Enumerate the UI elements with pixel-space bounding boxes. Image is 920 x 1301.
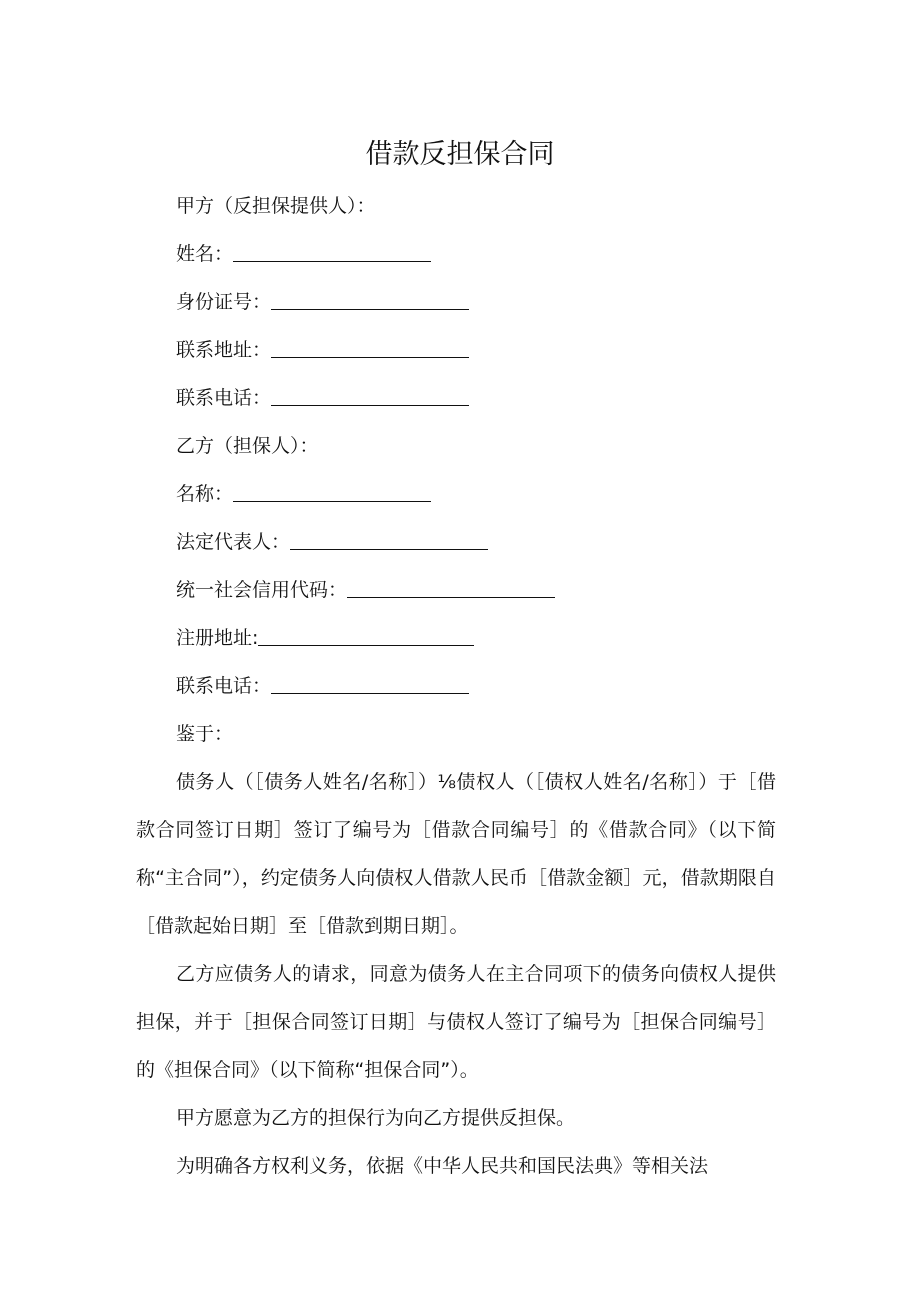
- party-a-heading: 甲方（反担保提供人）：: [176, 195, 376, 217]
- party-a-address-label: 联系地址：: [176, 339, 272, 361]
- party-b-credit-code-label: 统一社会信用代码：: [176, 579, 348, 601]
- party-a-phone-row: [176, 384, 469, 412]
- party-b-rep-row: [176, 528, 488, 556]
- party-a-id-blank: [271, 291, 469, 310]
- party-a-address-row: [176, 336, 469, 364]
- party-b-credit-code-blank: [347, 579, 555, 598]
- party-a-name-label: 姓名：: [176, 243, 234, 265]
- party-b-name-label: 名称：: [176, 483, 234, 505]
- party-b-rep-blank: [290, 531, 488, 550]
- party-b-phone-label: 联系电话：: [176, 675, 272, 697]
- party-a-id-row: [176, 288, 469, 316]
- recital-paragraph-4: 为明确各方权利义务，依据《中华人民共和国民法典》等相关法: [176, 1155, 709, 1177]
- party-b-reg-address-label: 注册地址:: [176, 627, 259, 649]
- party-a-id-label: 身份证号：: [176, 291, 272, 313]
- party-a-name-blank: [233, 243, 431, 262]
- party-a-address-blank: [271, 339, 469, 358]
- party-b-name-row: [176, 480, 431, 508]
- party-b-reg-address-blank: [258, 627, 474, 646]
- party-a-phone-blank: [271, 387, 469, 406]
- party-b-credit-code-row: [176, 576, 555, 604]
- recital-paragraph-3: 甲方愿意为乙方的担保行为向乙方提供反担保。: [176, 1107, 576, 1129]
- party-b-reg-address-row: [176, 624, 474, 652]
- party-b-phone-blank: [271, 675, 469, 694]
- party-a-phone-label: 联系电话：: [176, 387, 272, 409]
- recital-paragraph-1: 债务人（［债务人姓名/名称］）⅛债权人（［债权人姓名/名称］）于［借款合同签订日期］签订了编号为［借款合同编号］的《借款合同》（以下简称“主合同”），约定债务人向债权人借款人民币［借款金额］元，借款期限自［借款起始日期］至［借款到期日期］。: [136, 771, 776, 937]
- party-b-heading: 乙方（担保人）：: [176, 435, 319, 457]
- whereas-label: 鉴于：: [176, 723, 234, 745]
- recital-paragraph-2: 乙方应债务人的请求，同意为债务人在主合同项下的债务向债权人提供担保，并于［担保合同签订日期］与债权人签订了编号为［担保合同编号］的《担保合同》（以下简称“担保合同”）。: [136, 963, 776, 1081]
- document-title: 借款反担保合同: [365, 139, 555, 170]
- party-b-phone-row: [176, 672, 469, 700]
- party-b-name-blank: [233, 483, 431, 502]
- party-b-rep-label: 法定代表人：: [176, 531, 291, 553]
- party-a-name-row: [176, 240, 431, 268]
